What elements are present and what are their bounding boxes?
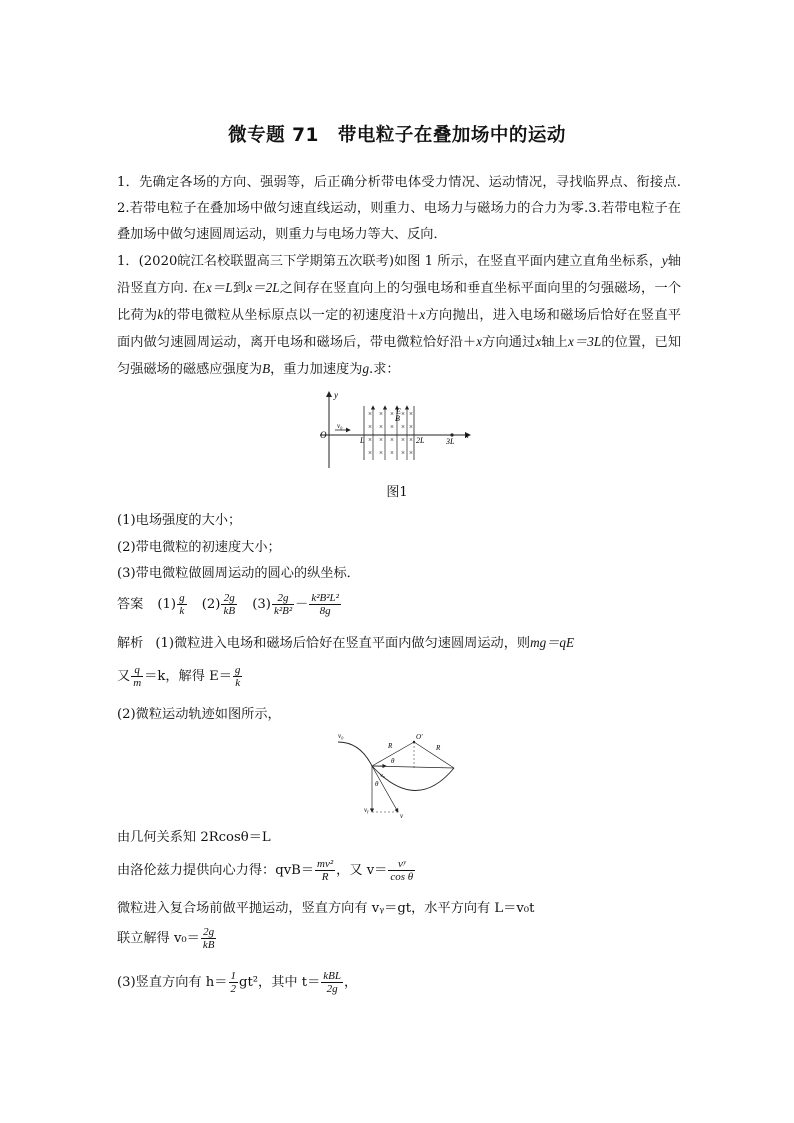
problem-text-e: 的带电微粒从坐标原点以一定的初速度沿＋: [163, 308, 420, 323]
centripetal-num: mv²: [317, 858, 334, 870]
answer-3b-fraction: [309, 592, 341, 617]
label-x: x: [465, 431, 469, 440]
var-b: B: [262, 361, 271, 376]
e-result-num: g: [234, 664, 241, 676]
half-num: 1: [230, 970, 236, 982]
var-x-2: x: [476, 334, 483, 349]
cross: ×: [390, 410, 394, 418]
magnetic-field-crosses: [368, 410, 413, 457]
label-3l: 3L: [446, 437, 455, 446]
cross: ×: [379, 410, 383, 418]
question-3: (3)带电微粒做圆周运动的圆心的纵坐标．: [117, 566, 360, 581]
problem-text-c: 到: [232, 281, 247, 296]
var-x-3: x: [535, 334, 542, 349]
answer-2-num: 2g: [221, 592, 237, 605]
v-arrow: [372, 766, 398, 812]
answer-minus: －: [295, 597, 309, 612]
answer-line: [117, 592, 342, 617]
problem-source: (2020皖江名校联盟高三下学期第五次联考): [138, 254, 394, 269]
answer-3a-num: 2g: [272, 592, 294, 605]
problem-text-j: ，重力加速度为: [270, 362, 363, 377]
problem-1: [117, 248, 681, 383]
answer-part-2: (2): [201, 597, 221, 612]
answer-3a-fraction: [272, 592, 294, 617]
analysis-text-1: (1)微粒进入电场和磁场后恰好在竖直平面内做匀速圆周运动，则: [155, 636, 531, 651]
half-fraction: [229, 970, 239, 995]
answer-part-3: (3): [252, 597, 271, 612]
problem-text-g: 方向通过: [482, 335, 536, 350]
page-title: 微专题 71 带电粒子在叠加场中的运动: [228, 125, 566, 146]
analysis-text-2a: 又: [117, 669, 131, 684]
answer-3a-den: k²B²: [273, 605, 293, 617]
cross: ×: [379, 423, 383, 431]
answer-3b-den: 8g: [319, 605, 331, 617]
cross: ×: [409, 410, 413, 418]
analysis-label: 解析: [117, 636, 144, 651]
problem-text-h: 轴上: [541, 335, 568, 350]
problem-text-b: 轴沿竖直方向. 在: [117, 254, 681, 296]
var-x: x: [419, 307, 426, 322]
answer-1-fraction: [177, 592, 187, 617]
analysis-line-1: [117, 632, 574, 651]
figure-1-caption: 图1: [386, 485, 408, 500]
answer-1-den: k: [179, 605, 185, 617]
cross: ×: [401, 423, 405, 431]
fig2-label-v0: v₀: [338, 732, 344, 740]
analysis-text-2b: ＝k，解得 E＝: [144, 669, 232, 684]
answer-1-num: g: [179, 592, 185, 604]
analysis-text-8a: (3)竖直方向有 h＝: [117, 975, 228, 990]
answer-label: 答案: [117, 597, 144, 612]
cross: ×: [390, 449, 394, 457]
radius-2: [414, 742, 454, 768]
cross: ×: [409, 436, 413, 444]
cross: ×: [390, 423, 394, 431]
analysis-line-3: (2)微粒运动轨迹如图所示，: [117, 707, 281, 722]
cross: ×: [368, 436, 372, 444]
cross: ×: [409, 449, 413, 457]
velocity-fraction: [388, 858, 415, 883]
eq-x-l: x＝L: [205, 280, 233, 295]
answer-part-1: (1): [157, 597, 177, 612]
eq-x-3l: x＝3L: [568, 334, 602, 349]
problem-number: 1．: [117, 254, 139, 269]
fig2-label-theta-2: θ: [375, 780, 379, 788]
problem-text-i: 的位置，已知匀强磁场的磁感应强度为: [117, 335, 682, 377]
parabolic-path: [338, 742, 372, 766]
var-g: g: [362, 361, 370, 376]
answer-2-den: kB: [223, 605, 236, 617]
analysis-line-6: 微粒进入复合场前做平抛运动，竖直方向有 vᵧ＝gt，水平方向有 L＝v₀t: [117, 901, 535, 916]
cross: ×: [401, 436, 405, 444]
e-result-fraction: [233, 664, 243, 689]
analysis-eq-1: mg＝qE: [530, 635, 575, 650]
time-den: 2g: [326, 983, 338, 995]
cross: ×: [368, 410, 372, 418]
figure-1-diagram: [310, 388, 480, 470]
velocity-den: cos θ: [390, 871, 414, 883]
intro-paragraph: 1．先确定各场的方向、强弱等，后正确分析带电体受力情况、运动情况，寻找临界点、衔接点.2.若带电粒子在叠加场中做匀速直线运动，则重力、电场力与磁场力的合力为零.3.若带电粒子在叠加场中做匀速圆周运动，则重力与电场力等大、反向．: [117, 175, 681, 242]
var-y: y: [661, 253, 668, 268]
cross: ×: [368, 423, 372, 431]
cross: ×: [368, 449, 372, 457]
time-fraction: [321, 970, 343, 995]
analysis-text-8c: ，: [344, 975, 358, 990]
var-k: k: [157, 307, 164, 322]
time-num: kBL: [323, 970, 342, 982]
cross: ×: [379, 449, 383, 457]
analysis-line-5: [117, 858, 416, 883]
label-2l: 2L: [416, 436, 425, 445]
fig2-label-theta-1: θ: [391, 757, 395, 765]
question-2: (2)带电微粒的初速度大小；: [117, 540, 281, 555]
analysis-text-5b: ，又 v＝: [336, 863, 388, 878]
cross: ×: [390, 436, 394, 444]
answer-2-fraction: [221, 592, 237, 617]
v0-result-num: 2g: [201, 926, 217, 939]
ratio-q-m-fraction: [131, 664, 143, 689]
label-y: y: [334, 390, 338, 400]
label-b: B: [395, 414, 400, 423]
ratio-den: m: [133, 677, 142, 689]
label-origin: O: [320, 430, 327, 440]
problem-text-d: 之间存在竖直向上的匀强电场和垂直坐标平面向里的匀强磁场，一个比荷为: [117, 281, 682, 323]
centripetal-den: R: [321, 871, 329, 883]
v0-result-den: kB: [202, 939, 215, 951]
analysis-text-5a: 由洛伦兹力提供向心力得：qvB＝: [117, 863, 315, 878]
analysis-text-7a: 联立解得 v₀＝: [117, 931, 200, 946]
label-v0: v₀: [337, 422, 343, 430]
analysis-line-8: [117, 970, 357, 995]
question-1: (1)电场强度的大小；: [117, 513, 242, 528]
center-point: [413, 741, 415, 743]
e-result-den: k: [235, 677, 241, 689]
fig2-label-r1: R: [388, 742, 393, 750]
ratio-num: q: [131, 664, 143, 677]
fig2-label-v: v: [400, 812, 404, 820]
velocity-num: vʸ: [388, 858, 415, 871]
fig2-label-r2: R: [436, 744, 441, 752]
half-den: 2: [230, 983, 236, 995]
cross: ×: [401, 449, 405, 457]
cross: ×: [379, 436, 383, 444]
analysis-line-4: 由几何关系知 2Rcosθ＝L: [117, 830, 271, 845]
problem-text-f: 方向抛出，进入电场和磁场后恰好在竖直平面内做匀速圆周运动，离开电场和磁场后，带电微粒恰好沿＋: [117, 308, 682, 350]
analysis-line-2: [117, 664, 243, 689]
centripetal-fraction: [315, 858, 335, 883]
eq-x-2l: x＝2L: [246, 280, 280, 295]
problem-text-k: .求：: [369, 362, 400, 377]
fig2-label-vy: vᵧ: [364, 806, 369, 814]
answer-3b-num: k²B²L²: [311, 592, 339, 604]
fig2-label-v0b: v₀: [380, 773, 385, 779]
cross: ×: [409, 423, 413, 431]
figure-2-trajectory: [336, 728, 468, 820]
cross: ×: [401, 410, 405, 418]
problem-text-a: 如图 1 所示，在竖直平面内建立直角坐标系，: [393, 254, 662, 269]
label-l: L: [360, 436, 365, 445]
label-e: E: [396, 407, 401, 416]
analysis-line-7: [117, 926, 217, 951]
v0-result-fraction: [201, 926, 217, 951]
fig2-label-o: O': [416, 733, 423, 741]
analysis-text-8b: gt²，其中 t＝: [239, 975, 321, 990]
